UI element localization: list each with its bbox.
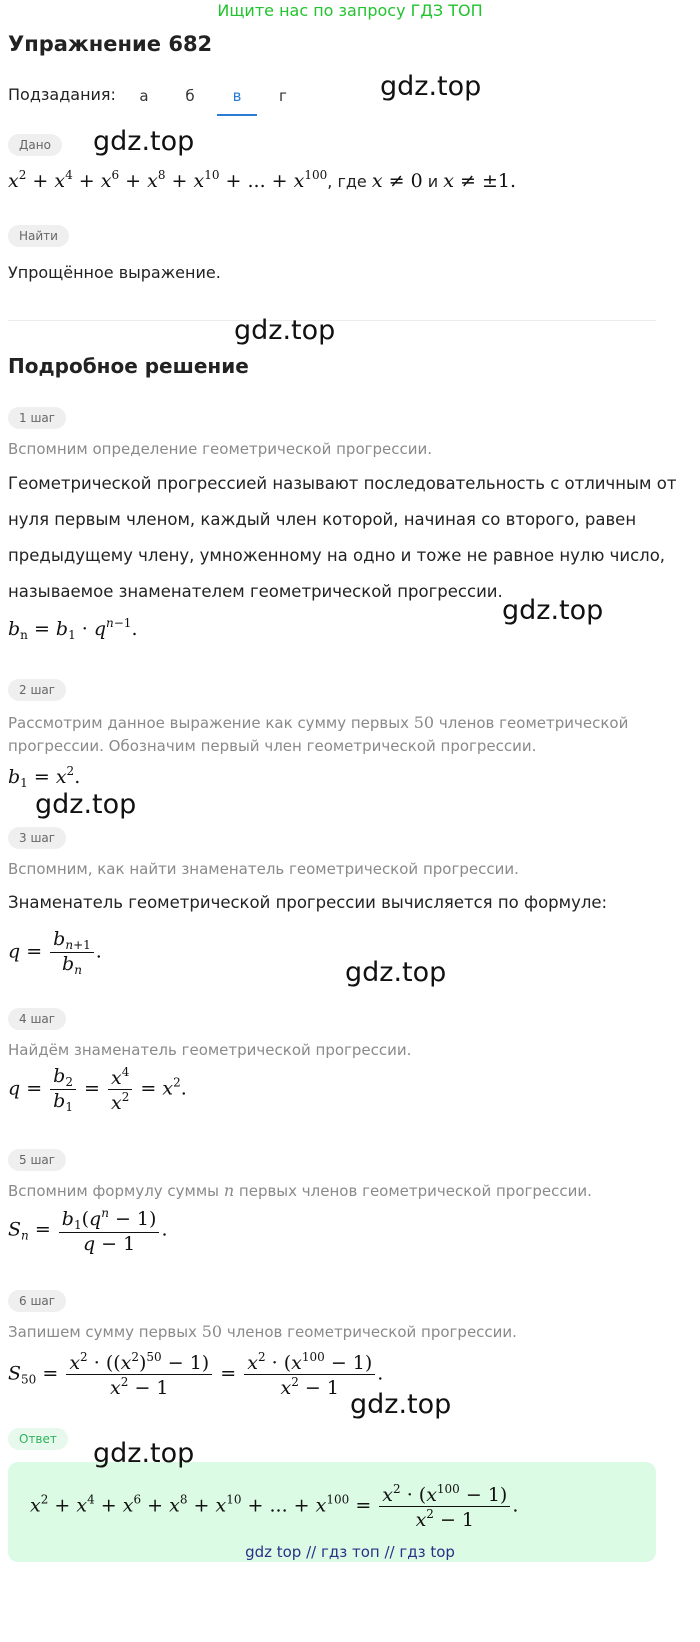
given-expression: $x^2 + x^4 + x^6 + x^8 + x^{10}$ + ... + $x^{100}$, где x ≠ 0 и x ≠ ±1.	[8, 168, 517, 192]
answer-formula: $x^2 + x^4 + x^6 + x^8 + x^{10}$ + ... + $x^{100}$ = $\frac{x^2 \cdot (x^{100} - 1)}{x^2 - 1}$ .	[30, 1482, 519, 1531]
tab-g[interactable]: г	[279, 87, 287, 105]
step-definition	[8, 466, 688, 610]
watermark: gdz.top	[93, 1438, 195, 1469]
step-badge: 5 шаг	[8, 1149, 66, 1171]
subtasks-label: Подзадания:	[8, 85, 116, 104]
tab-b[interactable]: б	[185, 87, 195, 105]
hint-number: 50	[413, 713, 435, 732]
hint-text: Вспомним формулу суммы	[8, 1182, 220, 1200]
step-formula: $S_n$ = $\frac{b_1(q^n - 1)}{q - 1}$ .	[8, 1206, 168, 1255]
find-text: Упрощённое выражение.	[8, 263, 221, 282]
tab-v[interactable]: в	[217, 78, 257, 116]
step-text: Знаменатель геометрической прогрессии вычисляется по формуле:	[8, 893, 608, 912]
definition-line: называемое знаменателем геометрической прогрессии.	[8, 582, 503, 601]
given-condition-word: , где	[327, 172, 367, 191]
step-badge: 2 шаг	[8, 679, 66, 701]
step-badge: 6 шаг	[8, 1290, 66, 1312]
watermark: gdz.top	[345, 957, 447, 988]
step-hint: Найдём знаменатель геометрической прогрессии.	[8, 1041, 412, 1059]
step-hint	[8, 711, 688, 758]
watermark: gdz.top	[234, 315, 336, 346]
hint-text: первых членов геометрической прогрессии.	[238, 1182, 592, 1200]
step-formula: $b_n = b_1 \cdot q^{n-1}$.	[8, 616, 138, 642]
footer-links[interactable]: gdz top // гдз топ // гдз top	[245, 1543, 455, 1561]
tab-a[interactable]: а	[139, 87, 149, 105]
watermark: gdz.top	[35, 789, 137, 820]
watermark: gdz.top	[502, 595, 604, 626]
answer-badge: Ответ	[8, 1428, 68, 1450]
given-and-word: и	[427, 172, 439, 191]
page-title: Упражнение 682	[8, 32, 213, 56]
hint-text: Рассмотрим данное выражение как сумму первых	[8, 714, 409, 732]
watermark: gdz.top	[380, 71, 482, 102]
step-hint: Вспомним, как найти знаменатель геометрической прогрессии.	[8, 860, 519, 878]
watermark: gdz.top	[350, 1389, 452, 1420]
definition-line: предыдущему члену, умноженному на одно и тоже не равное нулю число,	[8, 546, 666, 565]
definition-line: Геометрической прогрессией называют последовательность с отличным от	[8, 474, 677, 493]
step-hint	[8, 1322, 517, 1341]
step-hint	[8, 1181, 592, 1200]
hint-text: членов геометрической прогрессии.	[226, 1323, 517, 1341]
solution-title: Подробное решение	[8, 354, 249, 378]
definition-line: нуля первым членом, каждый член которой, начиная со второго, равен	[8, 510, 637, 529]
step-formula: $b_1 = x^2$.	[8, 764, 81, 790]
search-banner: Ищите нас по запросу ГДЗ ТОП	[217, 1, 483, 20]
hint-variable: n	[223, 1181, 235, 1200]
hint-number: 50	[201, 1322, 223, 1341]
hint-text: членов геометрической	[438, 714, 629, 732]
given-badge: Дано	[8, 134, 62, 156]
step-formula: $S_{50}$ = $\frac{x^2 \cdot ((x^2)^{50} - 1)}{x^2 - 1}$ = $\frac{x^2 \cdot (x^{100} - 1)}{x^2 - 1}$ .	[8, 1350, 384, 1399]
step-badge: 3 шаг	[8, 827, 66, 849]
step-badge: 4 шаг	[8, 1008, 66, 1030]
step-formula: q = $\frac{b_{n+1}}{b_n}$ .	[8, 928, 102, 977]
step-formula: q = $\frac{b_2}{b_1}$ = $\frac{x^4}{x^2}$ = $x^2$.	[8, 1065, 187, 1114]
step-hint: Вспомним определение геометрической прогрессии.	[8, 440, 433, 458]
watermark: gdz.top	[93, 126, 195, 157]
hint-text: прогрессии. Обозначим первый член геометрической прогрессии.	[8, 737, 537, 755]
hint-text: Запишем сумму первых	[8, 1323, 197, 1341]
find-badge: Найти	[8, 225, 69, 247]
step-badge: 1 шаг	[8, 407, 66, 429]
